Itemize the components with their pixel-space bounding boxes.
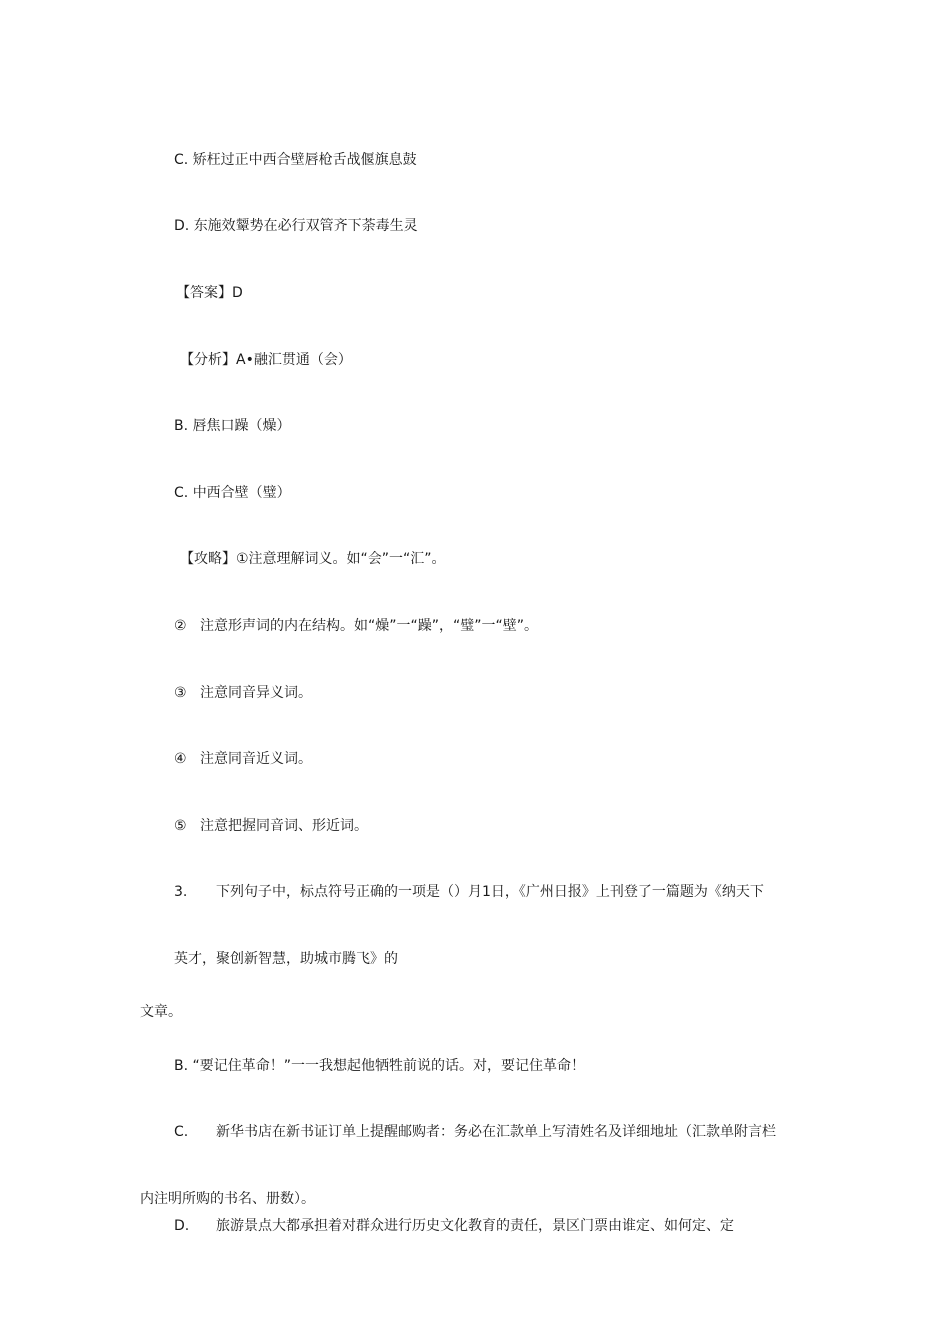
option-text: 新华书店在新书证订单上提醒邮购者：务必在汇款单上写清姓名及详细地址（汇款单附言栏 bbox=[216, 1124, 776, 1140]
option-label: C. bbox=[174, 152, 189, 168]
option-text: 唇焦口躁（燥） bbox=[192, 418, 291, 434]
question-text: 下列句子中，标点符号正确的一项是（）月1日，《广州日报》上刊登了一篇题为《纳天下 bbox=[216, 884, 764, 900]
option-text: 矫枉过正中西合壁唇枪舌战偃旗息鼓 bbox=[192, 152, 417, 168]
question-3-line bbox=[174, 882, 764, 902]
option-label: C. bbox=[174, 1124, 189, 1140]
tip-text: 注意把握同音词、形近词。 bbox=[200, 818, 368, 834]
analysis-line bbox=[180, 350, 352, 370]
option-label: D. bbox=[174, 218, 190, 234]
tip-text: 注意同音异义词。 bbox=[200, 685, 312, 701]
question-text: 文章。 bbox=[140, 1004, 182, 1020]
tip-number: ④ bbox=[174, 751, 187, 767]
answer-text: 【答案】D bbox=[176, 285, 243, 301]
option-text: “要记住革命！”一一我想起他牺牲前说的话。对，要记住革命！ bbox=[192, 1058, 586, 1074]
option-label: C. bbox=[174, 485, 189, 501]
option-label: D. bbox=[174, 1218, 190, 1234]
option-text: 东施效颦势在必行双管齐下荼毒生灵 bbox=[193, 218, 418, 234]
tip-number: ⑤ bbox=[174, 818, 187, 834]
analysis-b-line bbox=[174, 416, 291, 436]
choice-b-line bbox=[174, 1056, 585, 1076]
option-text: 内注明所购的书名、册数）。 bbox=[140, 1191, 315, 1207]
tip-number: ③ bbox=[174, 685, 187, 701]
choice-d-line bbox=[174, 1216, 734, 1236]
tip-2-line bbox=[174, 616, 538, 636]
strategy-line bbox=[180, 549, 446, 569]
tip-4-line bbox=[174, 749, 312, 769]
option-d-line bbox=[174, 216, 418, 236]
tip-5-line bbox=[174, 816, 368, 836]
tip-text: 注意形声词的内在结构。如“燥”一“躁”，“璧”一“壁”。 bbox=[200, 618, 539, 634]
analysis-text: 【分析】A•融汇贯通（会） bbox=[180, 352, 352, 368]
question-3-continuation bbox=[174, 949, 398, 969]
option-c-line bbox=[174, 150, 417, 170]
analysis-c-line bbox=[174, 483, 291, 503]
strategy-text: 【攻略】①注意理解词义。如“会”一“汇”。 bbox=[180, 551, 446, 567]
option-label: B. bbox=[174, 418, 189, 434]
choice-c-continuation bbox=[140, 1189, 315, 1209]
question-text: 英才，聚创新智慧，助城市腾飞》的 bbox=[174, 951, 398, 967]
tip-text: 注意同音近义词。 bbox=[200, 751, 312, 767]
choice-c-line bbox=[174, 1122, 776, 1142]
option-text: 中西合壁（璧） bbox=[192, 485, 291, 501]
answer-line bbox=[176, 283, 243, 303]
option-text: 旅游景点大都承担着对群众进行历史文化教育的责任，景区门票由谁定、如何定、定 bbox=[216, 1218, 734, 1234]
tip-3-line bbox=[174, 683, 312, 703]
option-label: B. bbox=[174, 1058, 189, 1074]
question-number: 3. bbox=[174, 884, 188, 900]
tip-number: ② bbox=[174, 618, 187, 634]
question-3-continuation bbox=[140, 1002, 182, 1022]
